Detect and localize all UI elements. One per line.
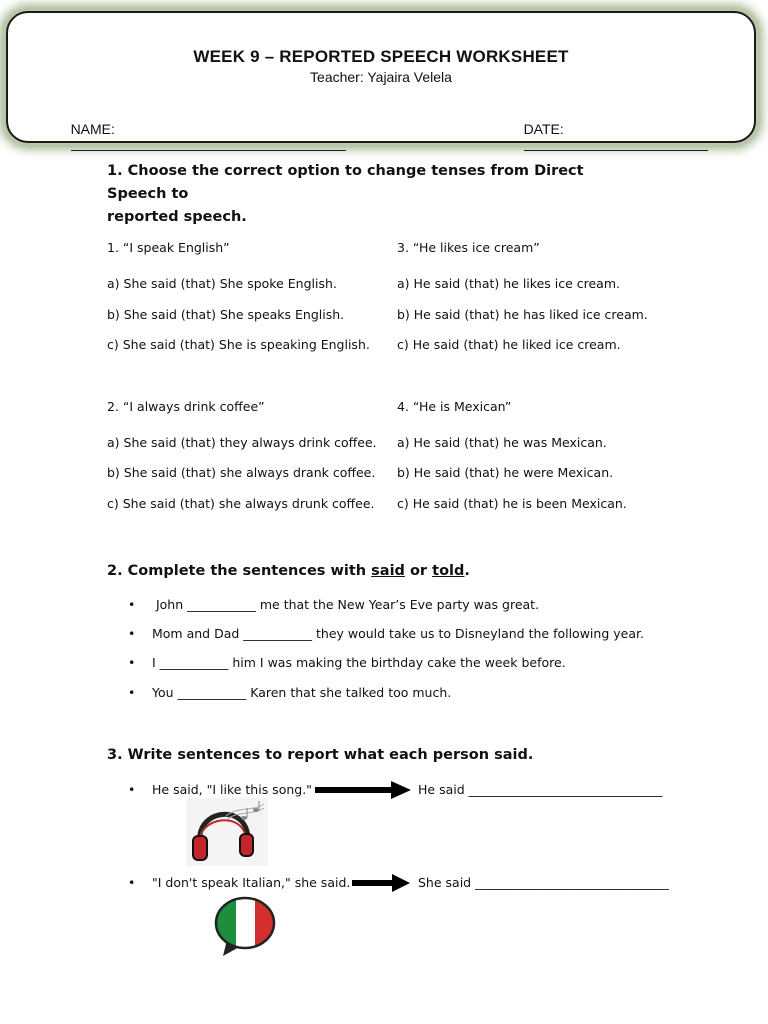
section1-heading <box>107 160 627 229</box>
question-4-option-c[interactable]: c) He said (that) he is been Mexican. <box>397 496 627 511</box>
answer-line-1[interactable]: He said _______________________________ <box>418 782 663 797</box>
question-3-option-a[interactable]: a) He said (that) he likes ice cream. <box>397 276 620 291</box>
section2-heading-or: or <box>404 563 433 579</box>
sentence-text: Mom and Dad ___________ they would take us to Disneyland the following year. <box>152 626 644 641</box>
question-1-prompt: 1. “I speak English” <box>107 240 230 255</box>
question-2-prompt: 2. “I always drink coffee” <box>107 399 265 414</box>
header-box <box>6 11 756 143</box>
list-item[interactable] <box>128 655 566 670</box>
question-4-option-a[interactable]: a) He said (that) he was Mexican. <box>397 435 607 450</box>
bullet: • <box>128 597 136 612</box>
question-1-option-a[interactable]: a) She said (that) She spoke English. <box>107 276 337 291</box>
section3-heading: 3. Write sentences to report what each person said. <box>107 747 534 763</box>
section1-heading-line1: 1. Choose the correct option to change tenses from Direct Speech to <box>107 163 584 202</box>
list-item[interactable] <box>128 685 451 700</box>
bullet: • <box>128 626 136 641</box>
question-2-option-c[interactable]: c) She said (that) she always drunk coffee. <box>107 496 375 511</box>
question-3-option-b[interactable]: b) He said (that) he has liked ice cream. <box>397 307 648 322</box>
section1-heading-line2: reported speech. <box>107 209 247 225</box>
bullet: • <box>128 875 136 890</box>
arrow-right-icon <box>315 781 411 799</box>
headphones-icon <box>186 798 268 866</box>
sentence-text: I ___________ him I was making the birthday cake the week before. <box>152 655 566 670</box>
question-4-prompt: 4. “He is Mexican” <box>397 399 512 414</box>
bullet: • <box>128 782 136 797</box>
question-1-option-b[interactable]: b) She said (that) She speaks English. <box>107 307 345 322</box>
teacher-name: Teacher: Yajaira Velela <box>310 69 452 85</box>
bullet: • <box>128 685 136 700</box>
bullet: • <box>128 655 136 670</box>
question-2-option-a[interactable]: a) She said (that) they always drink coffee. <box>107 435 377 450</box>
question-4-option-b[interactable]: b) He said (that) he were Mexican. <box>397 465 614 480</box>
section2-heading <box>107 560 627 583</box>
word-said: said <box>371 563 405 579</box>
name-blank[interactable] <box>71 137 346 151</box>
date-blank[interactable] <box>524 137 708 151</box>
question-2-option-b[interactable]: b) She said (that) she always drank coffee. <box>107 465 376 480</box>
section2-heading-text: 2. Complete the sentences with <box>107 563 372 579</box>
sentence-text: John ___________ me that the New Year’s Eve party was great. <box>152 597 540 612</box>
question-3-option-c[interactable]: c) He said (that) he liked ice cream. <box>397 337 621 352</box>
list-item[interactable] <box>128 626 644 641</box>
sentence-text: You ___________ Karen that she talked too much. <box>152 685 452 700</box>
section2-heading-end: . <box>464 563 470 579</box>
answer-line-2[interactable]: She said _______________________________ <box>418 875 669 890</box>
question-3-prompt: 3. “He likes ice cream” <box>397 240 540 255</box>
name-label: NAME: <box>70 121 115 137</box>
arrow-right-icon <box>352 874 410 892</box>
list-item <box>128 875 350 890</box>
question-1-option-c[interactable]: c) She said (that) She is speaking English. <box>107 337 370 352</box>
direct-quote: "I don't speak Italian," she said. <box>152 875 351 890</box>
word-told: told <box>432 563 465 579</box>
direct-quote: He said, "I like this song." <box>152 782 312 797</box>
italian-flag-speech-bubble-icon <box>213 896 279 958</box>
list-item <box>128 782 312 797</box>
date-label: DATE: <box>523 121 564 137</box>
worksheet-title: WEEK 9 – REPORTED SPEECH WORKSHEET <box>193 47 569 66</box>
list-item[interactable] <box>128 597 539 612</box>
